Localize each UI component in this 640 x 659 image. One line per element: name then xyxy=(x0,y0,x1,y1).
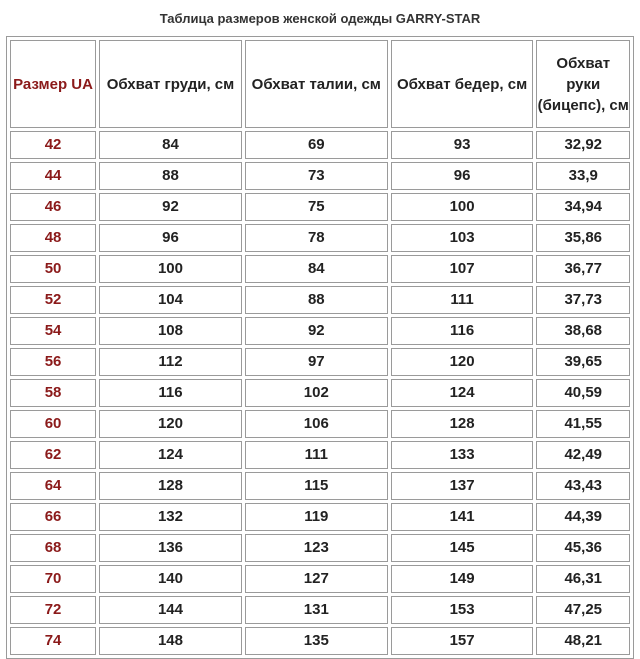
size-cell: 66 xyxy=(10,503,96,531)
table-row xyxy=(10,131,630,159)
chest-cell: 120 xyxy=(99,410,242,438)
header-hips: Обхват бедер, см xyxy=(391,40,534,128)
hips-cell: 128 xyxy=(391,410,534,438)
table-row xyxy=(10,224,630,252)
size-cell: 62 xyxy=(10,441,96,469)
size-cell: 44 xyxy=(10,162,96,190)
table-row xyxy=(10,565,630,593)
table-row xyxy=(10,534,630,562)
table-row xyxy=(10,348,630,376)
arm-cell: 40,59 xyxy=(536,379,630,407)
table-row xyxy=(10,503,630,531)
chest-cell: 132 xyxy=(99,503,242,531)
size-cell: 56 xyxy=(10,348,96,376)
chest-cell: 144 xyxy=(99,596,242,624)
hips-cell: 100 xyxy=(391,193,534,221)
waist-cell: 84 xyxy=(245,255,388,283)
chest-cell: 88 xyxy=(99,162,242,190)
size-cell: 42 xyxy=(10,131,96,159)
arm-cell: 44,39 xyxy=(536,503,630,531)
chest-cell: 92 xyxy=(99,193,242,221)
hips-cell: 107 xyxy=(391,255,534,283)
arm-cell: 43,43 xyxy=(536,472,630,500)
arm-cell: 33,9 xyxy=(536,162,630,190)
table-row xyxy=(10,596,630,624)
size-cell: 54 xyxy=(10,317,96,345)
arm-cell: 39,65 xyxy=(536,348,630,376)
waist-cell: 131 xyxy=(245,596,388,624)
header-size-ua: Размер UA xyxy=(10,40,96,128)
size-cell: 46 xyxy=(10,193,96,221)
arm-cell: 38,68 xyxy=(536,317,630,345)
hips-cell: 124 xyxy=(391,379,534,407)
waist-cell: 73 xyxy=(245,162,388,190)
size-cell: 50 xyxy=(10,255,96,283)
table-row xyxy=(10,286,630,314)
waist-cell: 102 xyxy=(245,379,388,407)
table-row xyxy=(10,627,630,655)
hips-cell: 137 xyxy=(391,472,534,500)
table-row xyxy=(10,472,630,500)
hips-cell: 120 xyxy=(391,348,534,376)
size-cell: 60 xyxy=(10,410,96,438)
table-body xyxy=(10,131,630,655)
waist-cell: 123 xyxy=(245,534,388,562)
hips-cell: 96 xyxy=(391,162,534,190)
hips-cell: 103 xyxy=(391,224,534,252)
header-waist: Обхват талии, см xyxy=(245,40,388,128)
hips-cell: 93 xyxy=(391,131,534,159)
hips-cell: 116 xyxy=(391,317,534,345)
chest-cell: 84 xyxy=(99,131,242,159)
chest-cell: 116 xyxy=(99,379,242,407)
chest-cell: 128 xyxy=(99,472,242,500)
header-arm-bicep: Обхват руки (бицепс), см xyxy=(536,40,630,128)
waist-cell: 69 xyxy=(245,131,388,159)
chest-cell: 140 xyxy=(99,565,242,593)
size-cell: 70 xyxy=(10,565,96,593)
waist-cell: 115 xyxy=(245,472,388,500)
chest-cell: 104 xyxy=(99,286,242,314)
size-chart-table xyxy=(6,36,634,659)
waist-cell: 135 xyxy=(245,627,388,655)
arm-cell: 35,86 xyxy=(536,224,630,252)
size-cell: 72 xyxy=(10,596,96,624)
waist-cell: 92 xyxy=(245,317,388,345)
waist-cell: 78 xyxy=(245,224,388,252)
arm-cell: 47,25 xyxy=(536,596,630,624)
table-row xyxy=(10,441,630,469)
hips-cell: 153 xyxy=(391,596,534,624)
size-cell: 64 xyxy=(10,472,96,500)
arm-cell: 48,21 xyxy=(536,627,630,655)
chest-cell: 148 xyxy=(99,627,242,655)
waist-cell: 88 xyxy=(245,286,388,314)
size-cell: 52 xyxy=(10,286,96,314)
chest-cell: 100 xyxy=(99,255,242,283)
size-cell: 58 xyxy=(10,379,96,407)
hips-cell: 149 xyxy=(391,565,534,593)
header-chest: Обхват груди, см xyxy=(99,40,242,128)
arm-cell: 37,73 xyxy=(536,286,630,314)
arm-cell: 46,31 xyxy=(536,565,630,593)
chest-cell: 136 xyxy=(99,534,242,562)
table-row xyxy=(10,193,630,221)
waist-cell: 75 xyxy=(245,193,388,221)
hips-cell: 111 xyxy=(391,286,534,314)
table-row xyxy=(10,379,630,407)
size-cell: 68 xyxy=(10,534,96,562)
hips-cell: 141 xyxy=(391,503,534,531)
table-row xyxy=(10,410,630,438)
table-row xyxy=(10,317,630,345)
chest-cell: 108 xyxy=(99,317,242,345)
arm-cell: 41,55 xyxy=(536,410,630,438)
table-row xyxy=(10,255,630,283)
table-row xyxy=(10,162,630,190)
hips-cell: 157 xyxy=(391,627,534,655)
chest-cell: 124 xyxy=(99,441,242,469)
waist-cell: 106 xyxy=(245,410,388,438)
arm-cell: 34,94 xyxy=(536,193,630,221)
hips-cell: 133 xyxy=(391,441,534,469)
arm-cell: 36,77 xyxy=(536,255,630,283)
hips-cell: 145 xyxy=(391,534,534,562)
size-cell: 74 xyxy=(10,627,96,655)
waist-cell: 97 xyxy=(245,348,388,376)
arm-cell: 32,92 xyxy=(536,131,630,159)
chest-cell: 112 xyxy=(99,348,242,376)
page-title: Таблица размеров женской одежды GARRY-STAR xyxy=(159,11,481,26)
arm-cell: 45,36 xyxy=(536,534,630,562)
size-cell: 48 xyxy=(10,224,96,252)
table-header-row xyxy=(10,40,630,128)
waist-cell: 119 xyxy=(245,503,388,531)
waist-cell: 127 xyxy=(245,565,388,593)
arm-cell: 42,49 xyxy=(536,441,630,469)
chest-cell: 96 xyxy=(99,224,242,252)
waist-cell: 111 xyxy=(245,441,388,469)
